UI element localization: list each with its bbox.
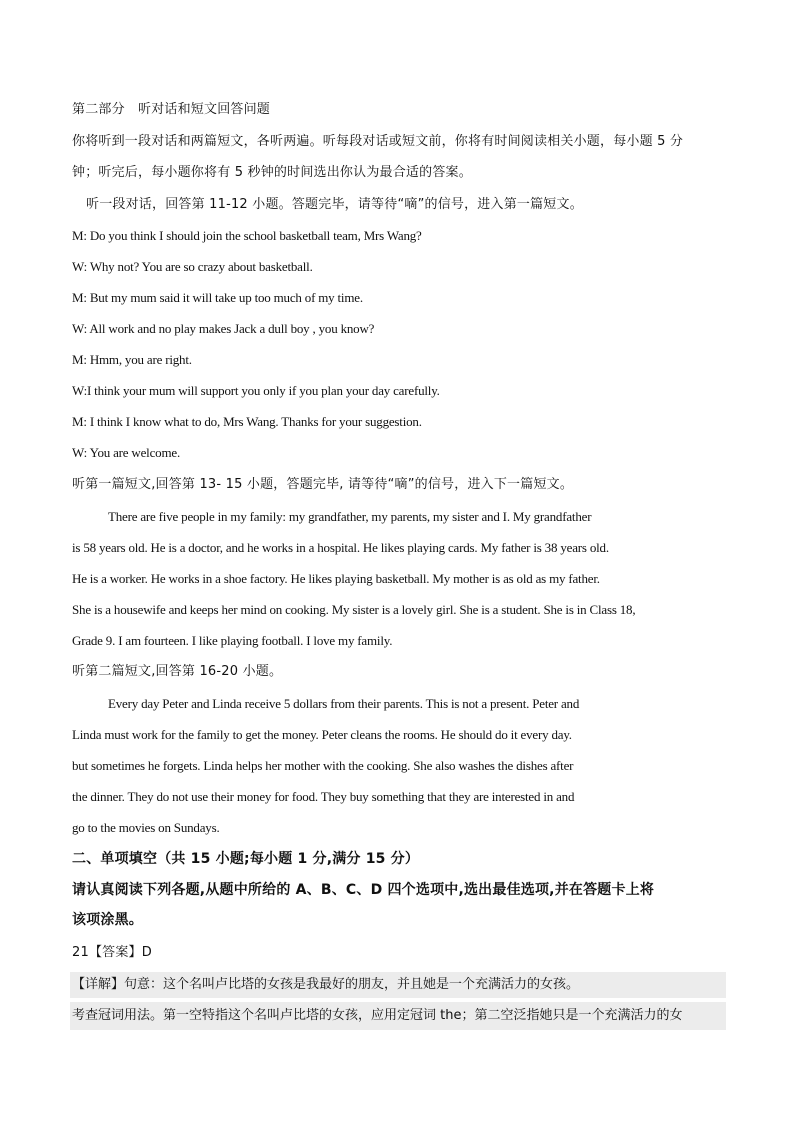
- section2-heading: 二、单项填空（共 15 小题;每小题 1 分,满分 15 分）: [72, 851, 420, 867]
- passage1-line: Grade 9. I am fourteen. I like playing football. I love my family.: [72, 633, 393, 648]
- part2-heading: 第二部分 听对话和短文回答问题: [72, 102, 271, 117]
- section2-instruction-line-1: 请认真阅读下列各题,从题中所给的 A、B、C、D 四个选项中,选出最佳选项,并在答题卡上将: [72, 882, 655, 898]
- passage1-line: There are five people in my family: my grandfather, my parents, my sister and I. My grandfather: [108, 509, 592, 524]
- q21-detail-line-1: 【详解】句意：这个名叫卢比塔的女孩是我最好的朋友，并且她是一个充满活力的女孩。: [70, 972, 726, 998]
- dialog-line: W: You are welcome.: [72, 445, 180, 460]
- dialog-line: W: Why not? You are so crazy about basketball.: [72, 259, 313, 274]
- passage2-intro: 听第二篇短文,回答第 16-20 小题。: [72, 664, 283, 679]
- passage2-line: Every day Peter and Linda receive 5 dollars from their parents. This is not a present. Peter and: [108, 696, 580, 711]
- passage2-line: the dinner. They do not use their money for food. They buy something that they are interested in and: [72, 789, 575, 804]
- passage2-line: go to the movies on Sundays.: [72, 820, 220, 835]
- passage1-line: He is a worker. He works in a shoe factory. He likes playing basketball. My mother is as old as my father.: [72, 571, 600, 586]
- dialog-line: W:I think your mum will support you only if you plan your day carefully.: [72, 383, 440, 398]
- dialog-line: M: Hmm, you are right.: [72, 352, 192, 367]
- section2-instruction-line-2: 该项涂黑。: [72, 912, 143, 928]
- passage2-line: Linda must work for the family to get the money. Peter cleans the rooms. He should do it every day.: [72, 727, 572, 742]
- passage1-intro: 听第一篇短文,回答第 13- 15 小题，答题完毕, 请等待“嘀”的信号，进入下一篇短文。: [72, 477, 574, 492]
- passage1-line: is 58 years old. He is a doctor, and he works in a hospital. He likes playing cards. My father is 38 years old.: [72, 540, 609, 555]
- dialog-line: M: I think I know what to do, Mrs Wang. Thanks for your suggestion.: [72, 414, 422, 429]
- passage2-line: but sometimes he forgets. Linda helps her mother with the cooking. She also washes the dishes after: [72, 758, 574, 773]
- dialog-intro: 听一段对话，回答第 11-12 小题。答题完毕，请等待“嘀”的信号，进入第一篇短文。: [86, 197, 583, 212]
- q21-detail-line-2: 考查冠词用法。第一空特指这个名叫卢比塔的女孩，应用定冠词 the；第二空泛指她只是一个充满活力的女: [70, 1002, 726, 1030]
- dialog-line: W: All work and no play makes Jack a dull boy , you know?: [72, 321, 375, 336]
- passage1-line: She is a housewife and keeps her mind on cooking. My sister is a lovely girl. She is a student. She is in Class 18,: [72, 602, 636, 617]
- part2-instruction-line-1: 你将听到一段对话和两篇短文，各听两遍。听每段对话或短文前，你将有时间阅读相关小题，每小题 5 分: [72, 134, 684, 149]
- dialog-line: M: But my mum said it will take up too much of my time.: [72, 290, 363, 305]
- q21-answer: 21【答案】D: [72, 945, 152, 960]
- dialog-line: M: Do you think I should join the school basketball team, Mrs Wang?: [72, 228, 422, 243]
- part2-instruction-line-2: 钟；听完后，每小题你将有 5 秒钟的时间选出你认为最合适的答案。: [72, 165, 472, 180]
